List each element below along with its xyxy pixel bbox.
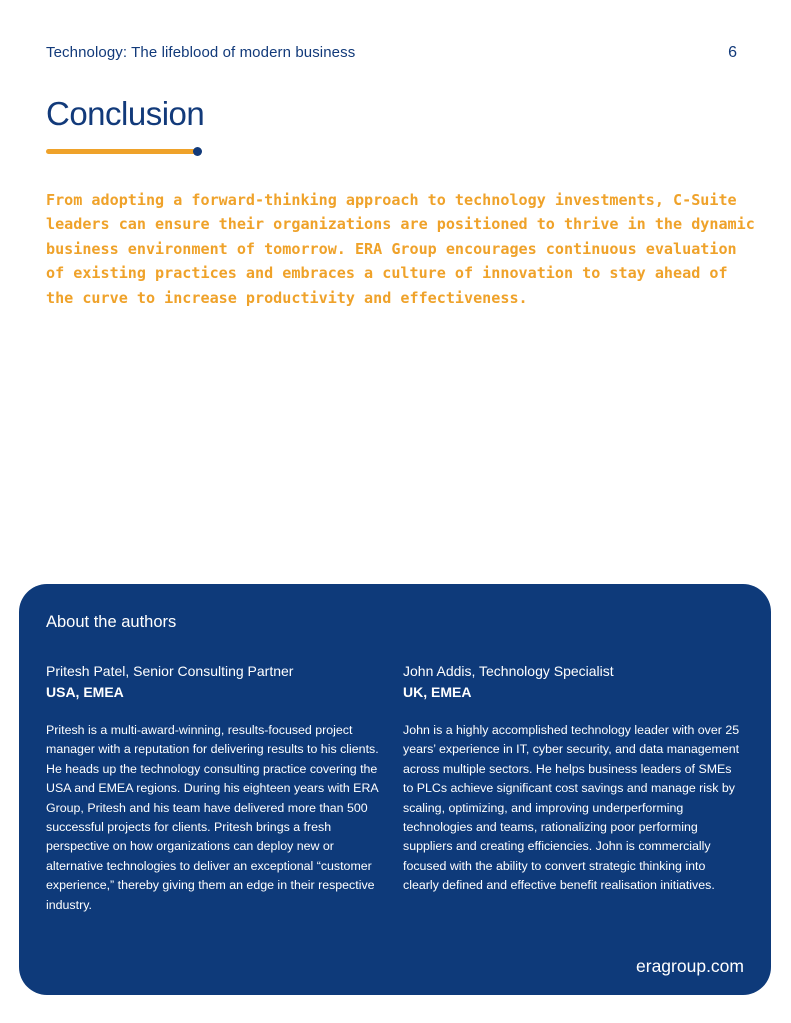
author-card-john [403,661,743,896]
about-authors-heading: About the authors [46,613,177,631]
running-header-title: Technology: The lifeblood of modern business [46,44,356,61]
section-title: Conclusion [46,95,205,132]
author-card-pritesh [46,661,386,915]
author-bio: Pritesh is a multi-award-winning, results-focused project manager with a reputation for delivering results to his clients. He heads up the technology consulting practice covering the USA and EMEA regions. During his eighteen years with ERA Group, Pritesh and his team have delivered more than 500 successful projects for clients. Pritesh brings a fresh perspective on how organizations can deploy new or alternative technologies to deliver an exceptional “customer experience,” thereby giving them an edge in their respective industry. [46,723,379,912]
conclusion-paragraph: From adopting a forward-thinking approach to technology investments, C-Suite leaders can ensure their organizations are positioned to thrive in the dynamic business environment of tomorrow. ERA Group encourages continuous evaluation of existing practices and embraces a culture of innovation to stay ahead of the curve to increase productivity and effectiveness. [46,191,755,307]
author-bio: John is a highly accomplished technology leader with over 25 years’ experience in IT, cyber security, and data management across multiple sectors. He helps business leaders of SMEs to PLCs achieve significant cost savings and manage risk by scaling, optimizing, and improving underperforming technologies and teams, rationalizing poor performing suppliers and creating efficiencies. John is commercially focused with the ability to convert strategic thinking into clearly defined and effective benefit realisation initiatives. [403,723,740,893]
author-name: John Addis, Technology Specialist [403,663,614,679]
author-region: USA, EMEA [46,684,124,700]
page-number: 6 [728,44,737,61]
author-region: UK, EMEA [403,684,472,700]
title-underline-dot [193,147,202,156]
author-name: Pritesh Patel, Senior Consulting Partner [46,663,294,679]
website-link[interactable]: eragroup.com [636,956,744,976]
about-authors-panel [19,584,771,995]
title-underline [46,149,196,154]
